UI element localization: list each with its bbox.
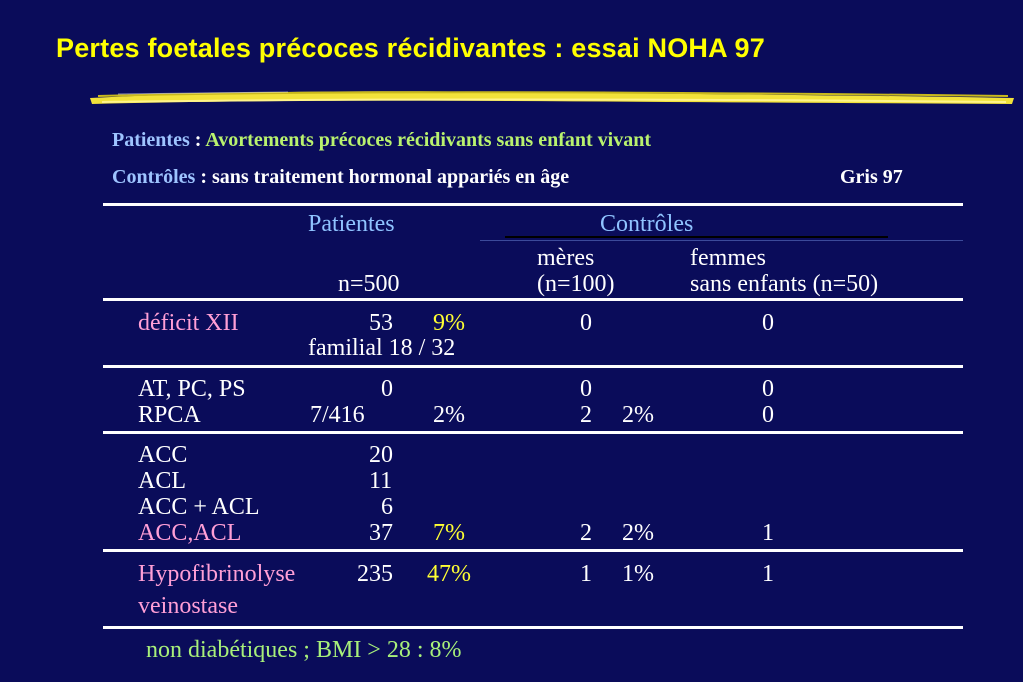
row-acc-acl-total-pct: 7% <box>433 520 465 546</box>
row-at-pc-ps-femmes: 0 <box>762 376 774 402</box>
header-controls: Contrôles <box>600 211 694 237</box>
header-meres: mères <box>537 245 595 271</box>
row-at-pc-ps-meres: 0 <box>580 376 592 402</box>
row-acc-acl-meres: 2 <box>580 520 592 546</box>
slide-title: Pertes foetales précoces récidivantes : essai NOHA 97 <box>56 33 765 63</box>
row-acc-plus-acl-label: ACC + ACL <box>138 494 260 520</box>
row-at-pc-ps-count: 0 <box>381 376 393 402</box>
row-veinostase-label: veinostase <box>138 593 238 619</box>
controls-definition <box>112 166 569 189</box>
table-rule-1 <box>103 365 963 368</box>
row-acc-acl-total-count: 37 <box>369 520 393 546</box>
patients-definition-label: Patientes <box>112 129 190 151</box>
row-deficit-xii-pct: 9% <box>433 310 465 336</box>
header-patients: Patientes <box>308 211 395 237</box>
row-acc-acl-femmes: 1 <box>762 520 774 546</box>
row-acc-label: ACC <box>138 442 188 468</box>
reference-label: Gris 97 <box>840 166 903 188</box>
row-hypofibrinolyse-count: 235 <box>357 561 393 587</box>
row-acl-label: ACL <box>138 468 186 494</box>
row-deficit-xii-count: 53 <box>369 310 393 336</box>
row-hypofibrinolyse-pct: 47% <box>427 561 471 587</box>
table-rule-top <box>103 203 963 206</box>
row-deficit-xii-familial: familial 18 / 32 <box>308 335 456 361</box>
table-rule-3 <box>103 549 963 552</box>
footer-note-a: non diabétiques ; <box>146 637 316 663</box>
row-rpca-meres-pct: 2% <box>622 402 654 428</box>
row-acl-count: 11 <box>369 468 393 494</box>
controls-header-underline <box>505 236 888 238</box>
row-rpca-label: RPCA <box>138 402 201 428</box>
table-rule-bottom <box>103 626 963 629</box>
controls-definition-label: Contrôles <box>112 166 196 188</box>
row-acc-count: 20 <box>369 442 393 468</box>
row-deficit-xii-femmes: 0 <box>762 310 774 336</box>
row-acc-acl-total-label: ACC,ACL <box>138 520 242 546</box>
table-rule-2 <box>103 431 963 434</box>
row-hypofibrinolyse-femmes: 1 <box>762 561 774 587</box>
controls-subheader-rule <box>480 240 963 241</box>
row-hypofibrinolyse-label: Hypofibrinolyse <box>138 561 296 587</box>
footer-note <box>146 637 462 664</box>
row-acc-plus-acl-count: 6 <box>381 494 393 520</box>
header-femmes: femmes <box>690 245 766 271</box>
row-at-pc-ps-label: AT, PC, PS <box>138 376 246 402</box>
row-hypofibrinolyse-meres: 1 <box>580 561 592 587</box>
row-hypofibrinolyse-meres-pct: 1% <box>622 561 654 587</box>
patients-definition-text: Avortements précoces récidivants sans enfant vivant <box>205 129 652 151</box>
row-rpca-pct: 2% <box>433 402 465 428</box>
header-patients-n: n=500 <box>338 271 400 297</box>
header-meres-n: (n=100) <box>537 271 615 297</box>
row-deficit-xii-meres: 0 <box>580 310 592 336</box>
row-acc-acl-meres-pct: 2% <box>622 520 654 546</box>
header-femmes-n: sans enfants (n=50) <box>690 271 879 297</box>
patients-definition-sep: : <box>189 129 206 151</box>
table-rule-header <box>103 298 963 301</box>
title-underline-stroke <box>88 86 1018 110</box>
row-rpca-meres: 2 <box>580 402 592 428</box>
controls-definition-text: : sans traitement hormonal appariés en âge <box>195 166 570 188</box>
footer-note-b: BMI > 28 : 8% <box>315 637 462 663</box>
row-rpca-count: 7/416 <box>310 402 365 428</box>
row-rpca-femmes: 0 <box>762 402 774 428</box>
patients-definition <box>112 129 651 152</box>
row-deficit-xii-label: déficit XII <box>138 310 239 336</box>
